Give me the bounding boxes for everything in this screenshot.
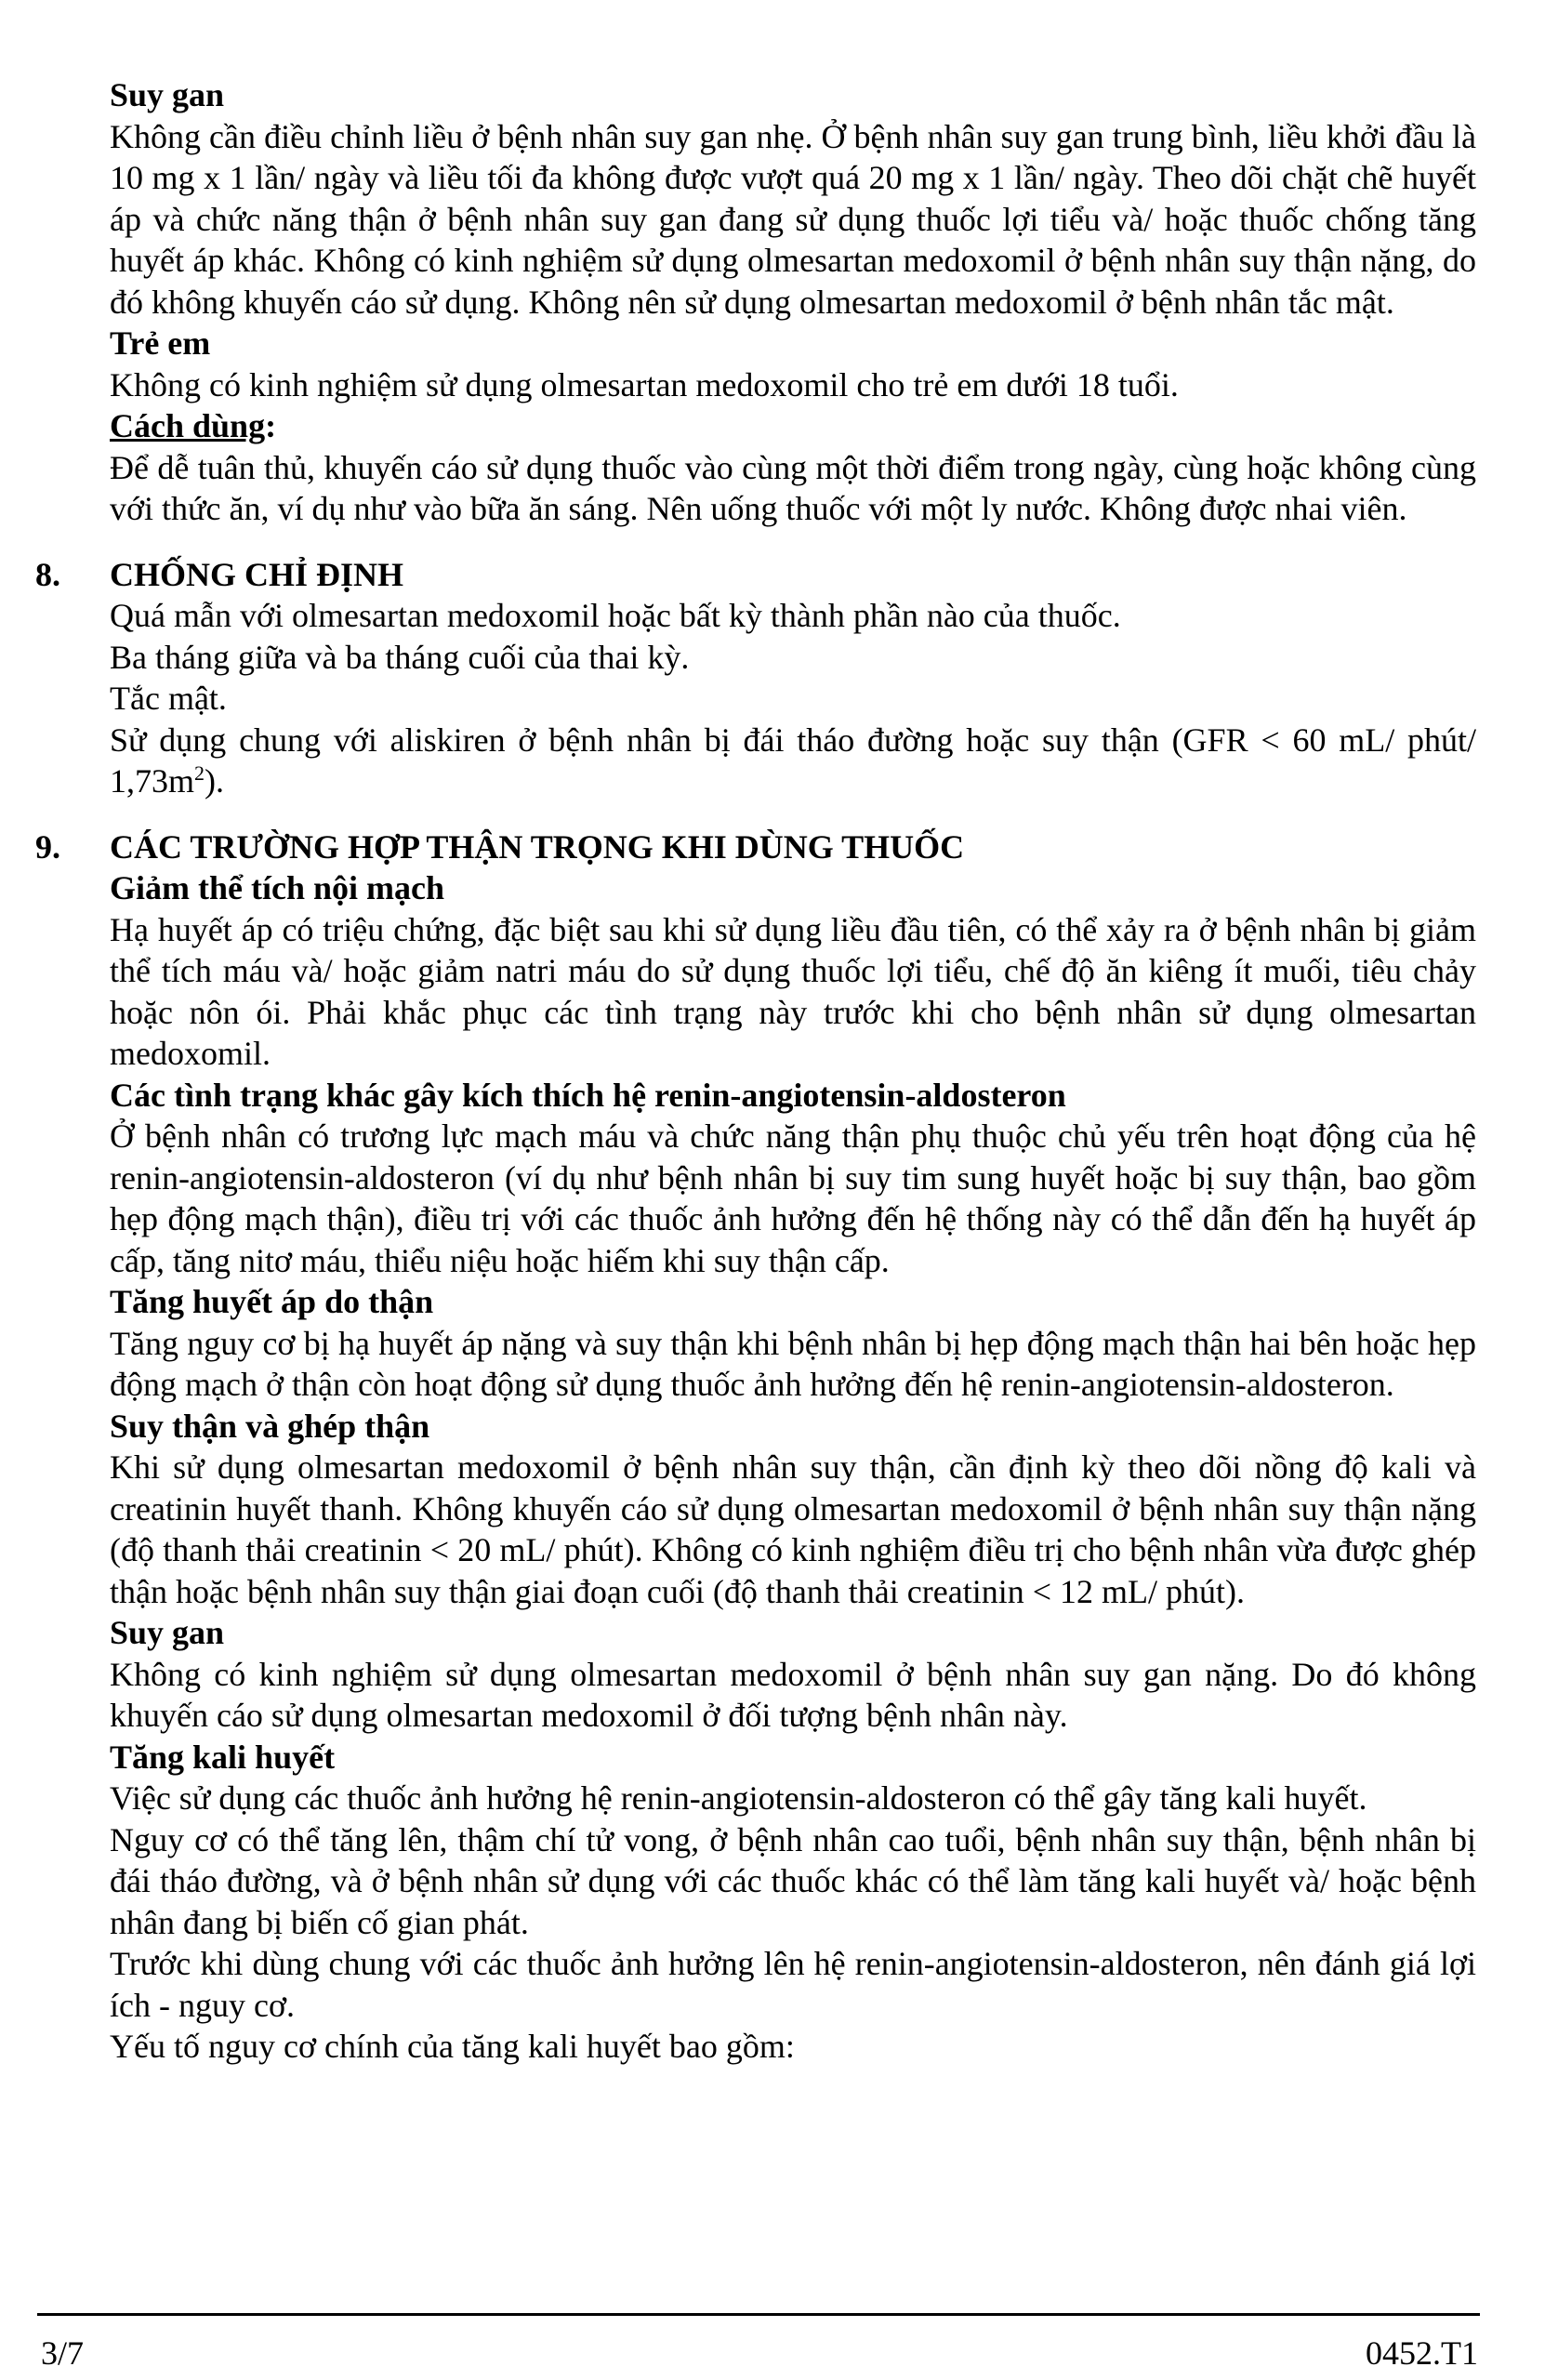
- subheading-suy-gan: Suy gan: [110, 76, 225, 113]
- section-8: [35, 554, 1476, 802]
- subheading-suy-gan-2: Suy gan: [110, 1614, 225, 1651]
- contraindication-line-2: Ba tháng giữa và ba tháng cuối của thai kỳ.: [110, 638, 690, 676]
- contraindication-line-4: [110, 720, 1476, 802]
- paragraph-tre-em: Không có kinh nghiệm sử dụng olmesartan medoxomil cho trẻ em dưới 18 tuổi.: [110, 365, 1179, 403]
- section-9: [35, 826, 1476, 2068]
- section-8-title: CHỐNG CHỈ ĐỊNH: [110, 555, 404, 593]
- section-8-number: 8.: [35, 555, 60, 593]
- subheading-cach-dung: [110, 405, 1476, 447]
- paragraph-suy-than: Khi sử dụng olmesartan medoxomil ở bệnh nhân suy thận, cần định kỳ theo dõi nồng độ kali và creatinin huyết thanh. Không khuyến cáo sử dụng olmesartan medoxomil ở bệnh nhân suy thận nặng (độ thanh thải creatinin < 20 mL/ phút). Không có kinh nghiệm điều trị cho bệnh nhân vừa được ghép thận hoặc bệnh nhân suy thận giai đoạn cuối (độ thanh thải creatinin < 12 mL/ phút).: [110, 1448, 1476, 1610]
- subheading-tang-huyet-ap: Tăng huyết áp do thận: [110, 1283, 434, 1320]
- paragraph-cach-dung: Để dễ tuân thủ, khuyến cáo sử dụng thuốc vào cùng một thời điểm trong ngày, cùng hoặc không cùng với thức ăn, ví dụ như vào bữa ăn sáng. Nên uống thuốc với một ly nước. Không được nhai viên.: [110, 448, 1476, 527]
- cach-dung-label: Cách dùng: [110, 407, 266, 444]
- subheading-raas: Các tình trạng khác gây kích thích hệ renin-angiotensin-aldosteron: [110, 1076, 1066, 1114]
- subheading-giam-the-tich: Giảm thể tích nội mạch: [110, 869, 444, 906]
- contraindication-line-3: Tắc mật.: [110, 680, 227, 717]
- superscript-2: 2: [194, 761, 205, 785]
- document-page: [35, 74, 1476, 2068]
- cach-dung-colon: :: [265, 407, 277, 444]
- footer-rule: [37, 2313, 1480, 2316]
- subheading-suy-than: Suy thận và ghép thận: [110, 1407, 430, 1445]
- paragraph-kali-4: Yếu tố nguy cơ chính của tăng kali huyết bao gồm:: [110, 2028, 795, 2065]
- page-number: 3/7: [41, 2334, 85, 2372]
- document-code: 0452.T1: [1366, 2334, 1478, 2372]
- paragraph-kali-1: Việc sử dụng các thuốc ảnh hưởng hệ renin-angiotensin-aldosteron có thể gây tăng kali huyết.: [110, 1779, 1367, 1817]
- paragraph-tang-huyet-ap: Tăng nguy cơ bị hạ huyết áp nặng và suy thận khi bệnh nhân bị hẹp động mạch thận hai bên hoặc hẹp động mạch ở thận còn hoạt động sử dụng thuốc ảnh hưởng đến hệ renin-angiotensin-aldosteron.: [110, 1324, 1476, 1403]
- subheading-tang-kali: Tăng kali huyết: [110, 1738, 336, 1776]
- section-9-title: CÁC TRƯỜNG HỢP THẬN TRỌNG KHI DÙNG THUỐC: [110, 827, 965, 866]
- paragraph-kali-2: Nguy cơ có thể tăng lên, thậm chí tử vong, ở bệnh nhân cao tuổi, bệnh nhân suy thận, bệnh nhân bị đái tháo đường, và ở bệnh nhân sử dụng với các thuốc khác có thể làm tăng kali huyết và/ hoặc bệnh nhân đang bị biến cố gian phát.: [110, 1820, 1476, 1941]
- paragraph-kali-3: Trước khi dùng chung với các thuốc ảnh hưởng lên hệ renin-angiotensin-aldosteron, nên đánh giá lợi ích - nguy cơ.: [110, 1945, 1476, 2024]
- subheading-tre-em: Trẻ em: [110, 324, 211, 362]
- section-9-number: 9.: [35, 827, 60, 866]
- paragraph-raas: Ở bệnh nhân có trương lực mạch máu và chức năng thận phụ thuộc chủ yếu trên hoạt động của hệ renin-angiotensin-aldosteron (ví dụ như bệnh nhân bị suy tim sung huyết hoặc bị suy thận, bao gồm hẹp động mạch thận), điều trị với các thuốc ảnh hưởng đến hệ thống này có thể dẫn đến hạ huyết áp cấp, tăng nitơ máu, thiểu niệu hoặc hiếm khi suy thận cấp.: [110, 1117, 1476, 1279]
- contraindication-line-1: Quá mẫn với olmesartan medoxomil hoặc bất kỳ thành phần nào của thuốc.: [110, 597, 1121, 634]
- contraindication-line-4-end: ).: [205, 762, 225, 800]
- dosage-continuation: [110, 74, 1476, 530]
- contraindication-line-4-text: Sử dụng chung với aliskiren ở bệnh nhân bị đái tháo đường hoặc suy thận (GFR < 60 mL/ phút/ 1,73m: [110, 721, 1476, 800]
- paragraph-giam-the-tich: Hạ huyết áp có triệu chứng, đặc biệt sau khi sử dụng liều đầu tiên, có thể xảy ra ở bệnh nhân bị giảm thể tích máu và/ hoặc giảm natri máu do sử dụng thuốc lợi tiểu, chế độ ăn kiêng ít muối, tiêu chảy hoặc nôn ói. Phải khắc phục các tình trạng này trước khi cho bệnh nhân sử dụng olmesartan medoxomil.: [110, 910, 1476, 1072]
- paragraph-suy-gan-2: Không có kinh nghiệm sử dụng olmesartan medoxomil ở bệnh nhân suy gan nặng. Do đó không khuyến cáo sử dụng olmesartan medoxomil ở đối tượng bệnh nhân này.: [110, 1655, 1476, 1734]
- paragraph-suy-gan: Không cần điều chỉnh liều ở bệnh nhân suy gan nhẹ. Ở bệnh nhân suy gan trung bình, liều khởi đầu là 10 mg x 1 lần/ ngày và liều tối đa không được vượt quá 20 mg x 1 lần/ ngày. Theo dõi chặt chẽ huyết áp và chức năng thận ở bệnh nhân suy gan đang sử dụng thuốc lợi tiểu và/ hoặc thuốc chống tăng huyết áp khác. Không có kinh nghiệm sử dụng olmesartan medoxomil ở bệnh nhân suy thận nặng, do đó không khuyến cáo sử dụng. Không nên sử dụng olmesartan medoxomil ở bệnh nhân tắc mật.: [110, 117, 1476, 321]
